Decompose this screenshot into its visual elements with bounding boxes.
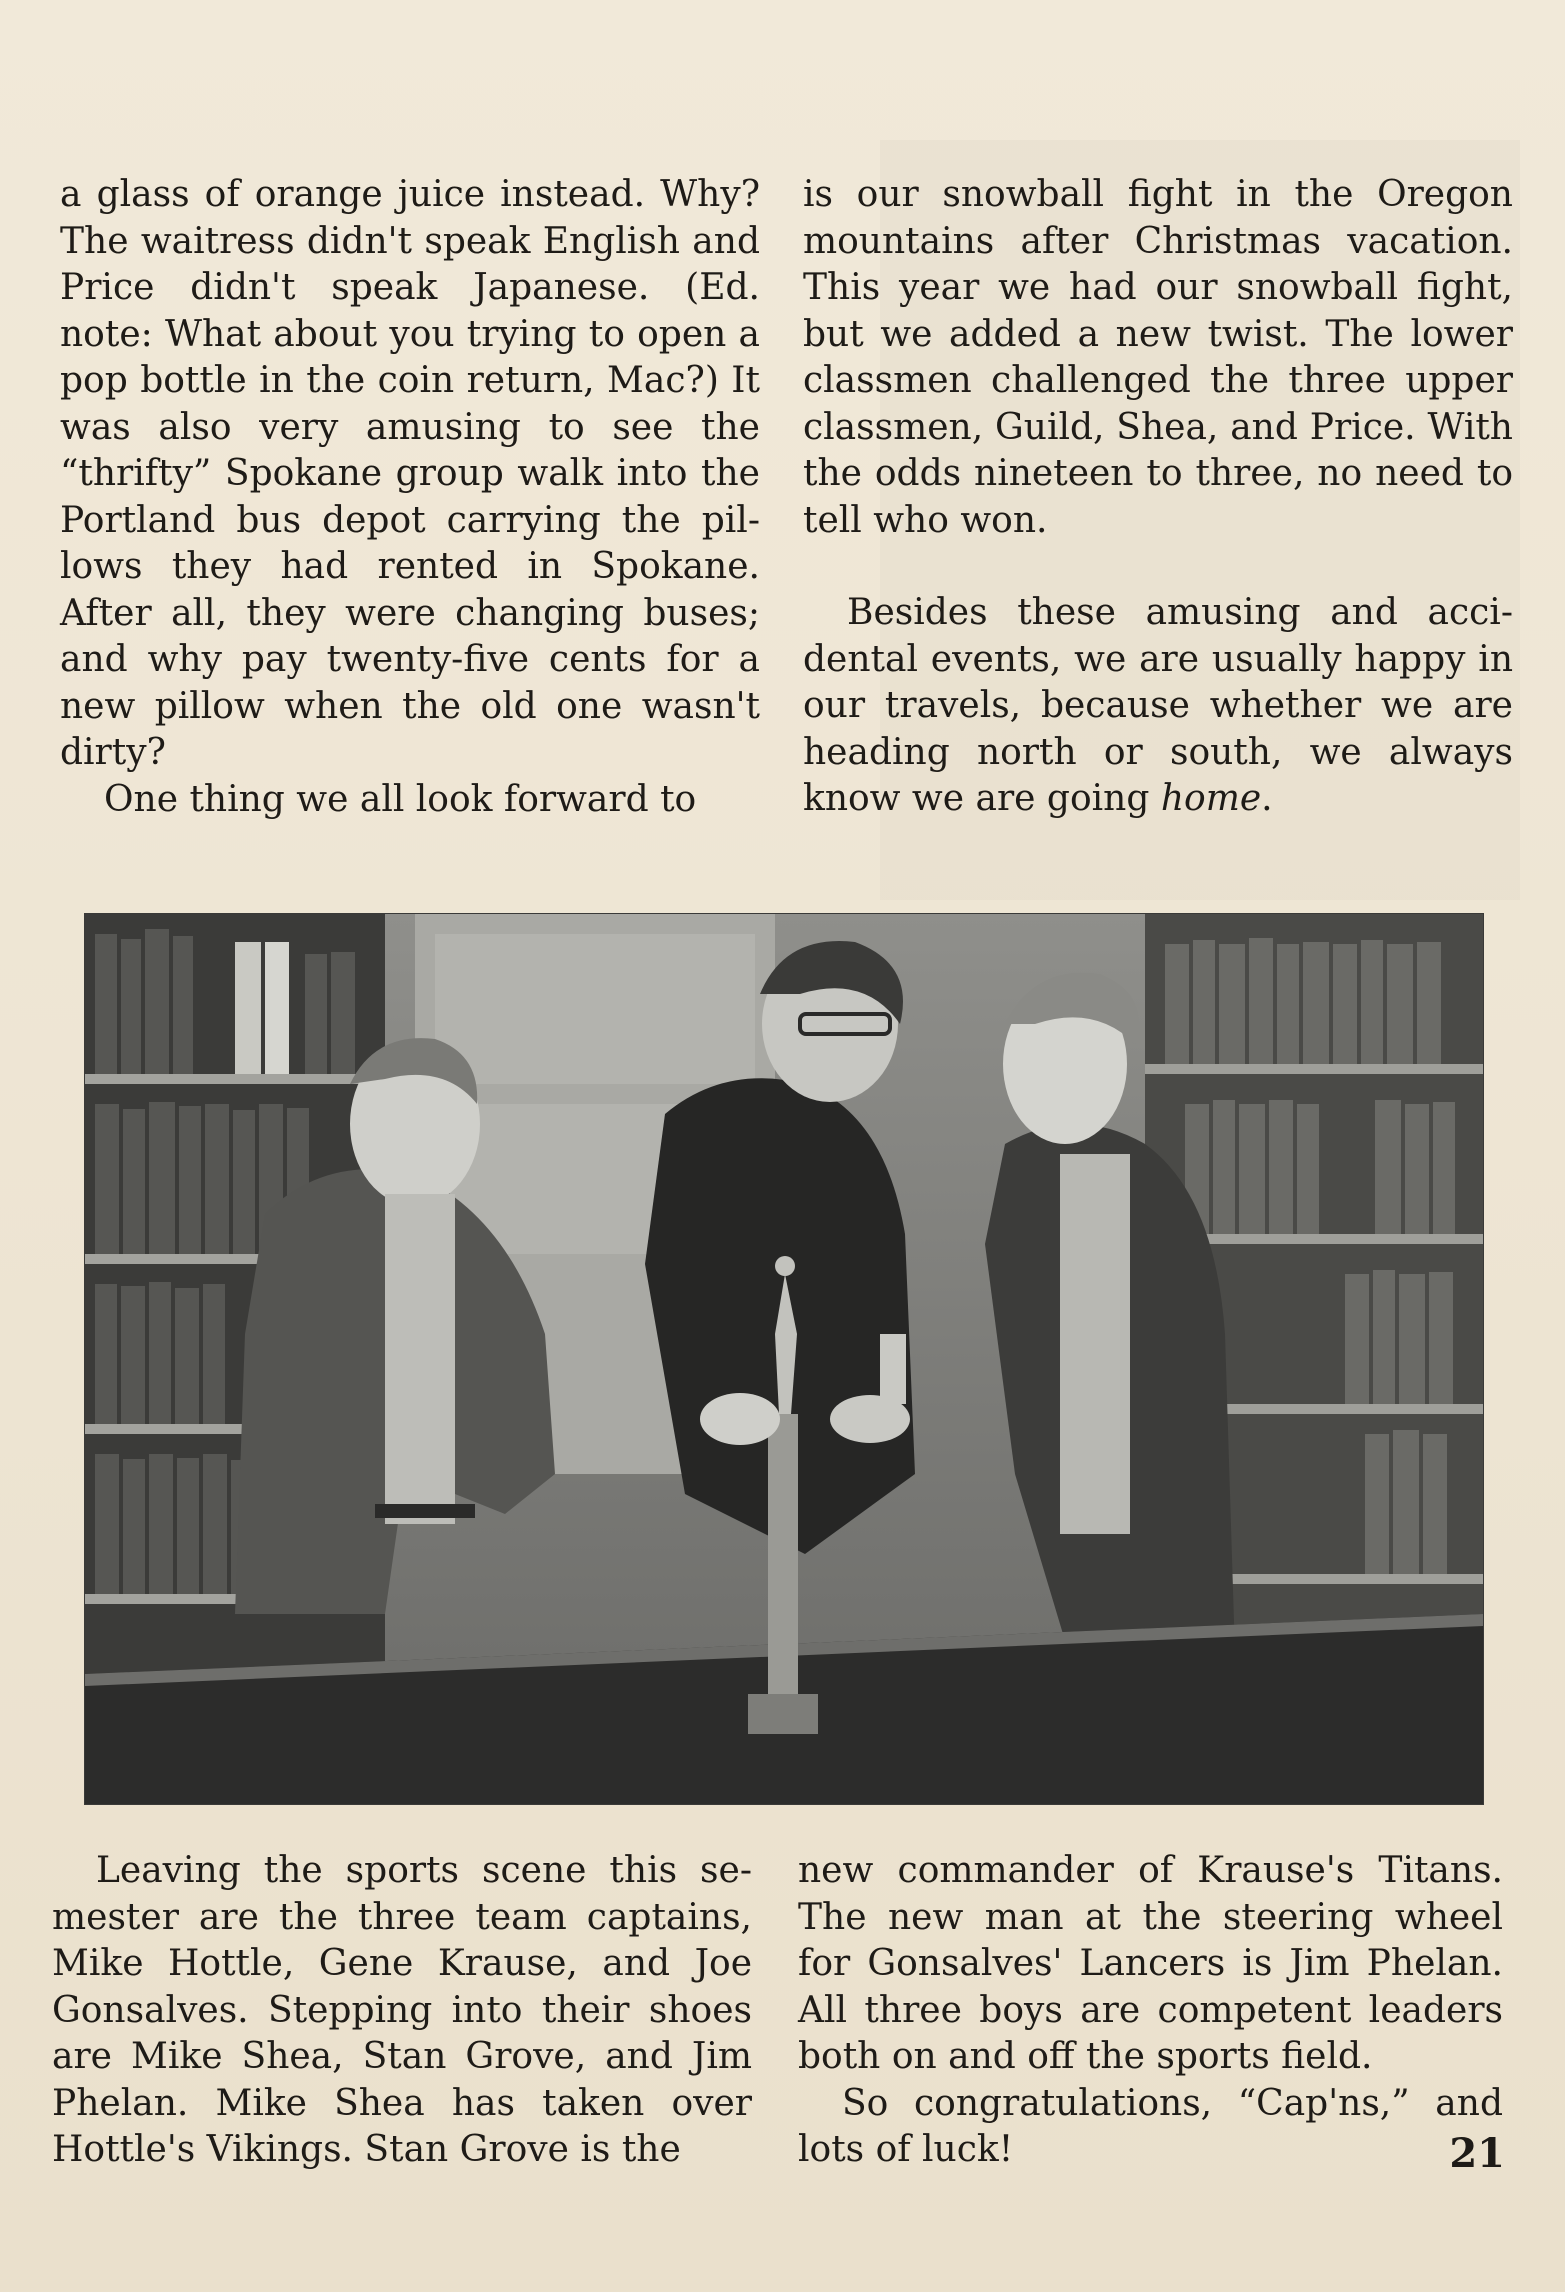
trophy-photo xyxy=(84,913,1484,1805)
article-paragraph-closing xyxy=(803,590,1513,823)
article-column-top-right xyxy=(803,172,1513,823)
article-paragraph: One thing we all look forward to xyxy=(104,778,697,820)
closing-emphasis: home xyxy=(1160,778,1262,819)
photo-illustration xyxy=(85,914,1483,1804)
caption-paragraph: Leaving the sports scene this semester are the three team captains, Mike Hottle, Gene Krause, and Joe Gonsalves. Stepping into their shoes are Mike Shea, Stan Grove, and Jim Phelan. Mike Shea has taken over Hottle's Vikings. Stan Grove is the xyxy=(52,1850,752,2170)
article-paragraph: a glass of orange juice instead. Why? The waitress didn't speak English and Price didn't speak Japanese. (Ed. note: What about you trying to open a pop bottle in the coin return, Mac?) It was also very amusing to see the “thrifty” Spokane group walk into the Portland bus depot carrying the pillows they had rented in Spokane. After all, they were changing buses; and why pay twenty-five cents for a new pillow when the old one wasn't dirty? xyxy=(60,174,760,773)
article-column-top-left xyxy=(60,172,760,823)
caption-paragraph-closing: So congratulations, “Cap'ns,” and lots of luck! xyxy=(798,2082,1503,2170)
closing-text: Besides these amusing and accidental events, we are usually happy in our travels, because whether we are heading north or south, we always know we are going xyxy=(803,592,1513,819)
article-paragraph: is our snowball fight in the Oregon mountains after Christmas vacation. This year we had our snowball fight, but we added a new twist. The lower classmen challenged the three upper classmen, Guild, Shea, and Price. With the odds nineteen to three, no need to tell who won. xyxy=(803,174,1513,541)
caption-column-right xyxy=(798,1848,1503,2174)
closing-period: . xyxy=(1261,778,1273,819)
caption-paragraph: new commander of Krause's Titans. The new man at the steering wheel for Gonsalves' Lancers is Jim Phelan. All three boys are competent leaders both on and off the sports field. xyxy=(798,1850,1503,2077)
caption-column-left xyxy=(52,1848,752,2174)
page-number: 21 xyxy=(1449,2130,1505,2177)
